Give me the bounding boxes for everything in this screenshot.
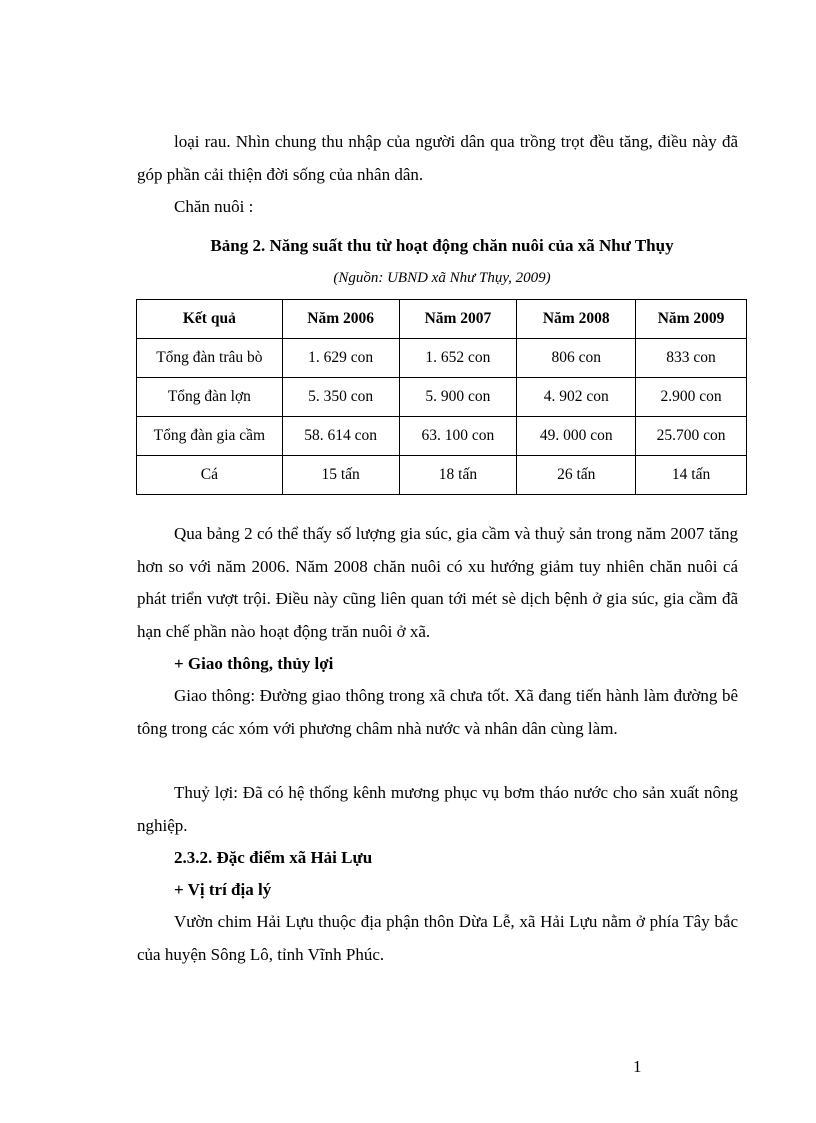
table-cell: 63. 100 con [399,417,517,456]
table-cell: 14 tấn [636,456,747,495]
table-cell: 18 tấn [399,456,517,495]
table-cell: 5. 350 con [282,378,399,417]
heading-location: + Vị trí địa lý [174,880,272,899]
table-cell: 1. 629 con [282,339,399,378]
table-cell: 4. 902 con [517,378,636,417]
paragraph-crop-income: loại rau. Nhìn chung thu nhập của người dân qua trồng trọt đều tăng, điều này đã góp phần cải thiện đời sống của nhân dân. [137,132,738,184]
table-cell: Tổng đàn lợn [137,378,283,417]
paragraph-livestock-label: Chăn nuôi : [174,197,254,216]
table-cell: 833 con [636,339,747,378]
table-row [137,378,747,417]
table-header-cell: Năm 2008 [517,300,636,339]
heading-transport-irrigation: + Giao thông, thủy lợi [174,654,334,673]
table-cell: Tổng đàn trâu bò [137,339,283,378]
table-row [137,339,747,378]
table-caption: Bảng 2. Năng suất thu từ hoạt động chăn nuôi của xã Như Thụy [210,236,674,255]
table-header-cell: Năm 2006 [282,300,399,339]
table-cell: 26 tấn [517,456,636,495]
paragraph-irrigation: Thuỷ lợi: Đã có hệ thống kênh mương phục vụ bơm tháo nước cho sản xuất nông nghiệp. [137,783,738,835]
table-cell: Tổng đàn gia cầm [137,417,283,456]
paragraph-table-analysis: Qua bảng 2 có thể thấy số lượng gia súc, gia cầm và thuỷ sản trong năm 2007 tăng hơn so với năm 2006. Năm 2008 chăn nuôi có xu hướng giảm tuy nhiên chăn nuôi cá phát triển vượt trội. Điều này cũng liên quan tới mét sè dịch bệnh ở gia súc, gia cầm đã hạn chế phần nào hoạt động trăn nuôi ở xã. [137,524,738,641]
table-row [137,417,747,456]
table-cell: 1. 652 con [399,339,517,378]
table-cell: 25.700 con [636,417,747,456]
page-number: 1 [633,1057,642,1076]
table-cell: 15 tấn [282,456,399,495]
table-cell: 806 con [517,339,636,378]
table-cell: Cá [137,456,283,495]
table-header-cell: Năm 2007 [399,300,517,339]
table-cell: 2.900 con [636,378,747,417]
table-cell: 49. 000 con [517,417,636,456]
heading-hai-luu: 2.3.2. Đặc điểm xã Hải Lựu [174,848,373,867]
table-row [137,456,747,495]
table-header-row [137,300,747,339]
paragraph-location: Vườn chim Hải Lựu thuộc địa phận thôn Dừa Lễ, xã Hải Lựu nằm ở phía Tây bắc của huyện Sông Lô, tỉnh Vĩnh Phúc. [137,912,738,964]
table-cell: 5. 900 con [399,378,517,417]
table-cell: 58. 614 con [282,417,399,456]
paragraph-transport: Giao thông: Đường giao thông trong xã chưa tốt. Xã đang tiến hành làm đường bê tông trong các xóm với phương châm nhà nước và nhân dân cùng làm. [137,686,738,738]
livestock-table [136,299,747,495]
table-header-cell: Năm 2009 [636,300,747,339]
table-source: (Nguồn: UBND xã Như Thụy, 2009) [333,270,551,286]
table-header-cell: Kết quả [137,300,283,339]
